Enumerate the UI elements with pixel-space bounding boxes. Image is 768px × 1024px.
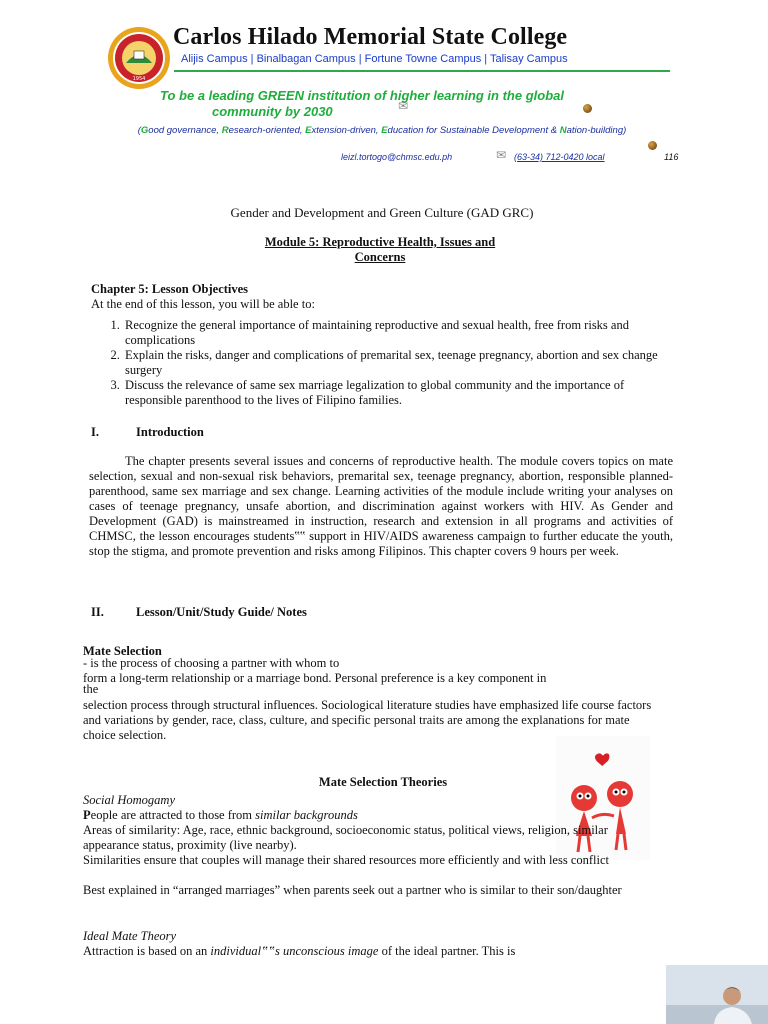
social-homogamy-similarity: Areas of similarity: Age, race, ethnic background, socioeconomic status, political views, religion, similar appearance status, proximity (live nearby). bbox=[83, 823, 608, 852]
objectives-list bbox=[83, 318, 659, 408]
mate-selection-line: - is the process of choosing a partner with whom to bbox=[83, 656, 340, 670]
globe-icon-2 bbox=[648, 141, 657, 150]
theories-heading: Mate Selection Theories bbox=[318, 775, 448, 789]
social-homogamy-definition: People are attracted to those from similar backgrounds bbox=[83, 808, 358, 822]
objective-item: 1. Recognize the general importance of maintaining reproductive and sexual health, free from risks and complications bbox=[123, 318, 659, 348]
module-title: Module 5: Reproductive Health, Issues and Concerns bbox=[264, 235, 496, 264]
ideal-mate-definition: Attraction is based on an individual‟‟s unconscious image of the ideal partner. This is bbox=[83, 944, 516, 958]
vision-line-1: To be a leading GREEN institution of higher learning in the global bbox=[160, 88, 564, 103]
course-title: Gender and Development and Green Culture (GAD GRC) bbox=[230, 205, 534, 220]
vision-line-2: community by 2030 bbox=[212, 104, 333, 119]
mate-selection-line: the bbox=[83, 682, 99, 696]
social-homogamy-title: Social Homogamy bbox=[83, 793, 175, 807]
core-values-line: (Good governance, Research-oriented, Extension-driven, Education for Sustainable Development & Nation-building) bbox=[137, 125, 627, 136]
social-homogamy-arranged: Best explained in “arranged marriages” when parents seek out a partner who is similar to their son/daughter bbox=[83, 883, 622, 897]
envelope-icon-2: ✉ bbox=[496, 148, 507, 162]
ideal-mate-title: Ideal Mate Theory bbox=[83, 929, 177, 943]
envelope-icon: ✉ bbox=[398, 99, 409, 113]
person-photo bbox=[666, 965, 768, 1024]
college-name: Carlos Hilado Memorial State College bbox=[173, 24, 568, 50]
section-1-numeral: I. bbox=[91, 425, 99, 439]
objective-item: 2. Explain the risks, danger and complications of premarital sex, teenage pregnancy, abortion and sex change surgery bbox=[123, 348, 659, 378]
globe-icon bbox=[583, 104, 592, 113]
header-divider bbox=[174, 70, 670, 72]
mate-selection-line: form a long-term relationship or a marriage bond. Personal preference is a key component in bbox=[83, 671, 547, 685]
chapter-heading: Chapter 5: Lesson Objectives bbox=[91, 282, 249, 296]
objectives-intro: At the end of this lesson, you will be able to: bbox=[91, 297, 315, 311]
contact-phone: (63-34) 712-0420 local bbox=[514, 152, 605, 162]
college-seal-logo bbox=[106, 25, 172, 91]
social-homogamy-conflict: Similarities ensure that couples will manage their shared resources more efficiently and with less conflict bbox=[83, 853, 609, 867]
seal-year: 1954 bbox=[132, 76, 146, 82]
objective-item: 3. Discuss the relevance of same sex marriage legalization to global community and the importance of responsible parenthood to the lives of Filipino families. bbox=[123, 378, 659, 408]
section-2-numeral: II. bbox=[91, 605, 104, 619]
section-1-title: Introduction bbox=[136, 425, 204, 439]
introduction-paragraph: The chapter presents several issues and concerns of reproductive health. The module covers topics on mate selection, sexual and non-sexual risk behaviors, premarital sex, teenage pregnancy, abortion, responsible planned- parenthood, same sex marriage and sex change. Learning activities of the module include writing your analyses on cases of teenage pregnancy, unsafe abortion, and discrimination against workers with HIV. As Gender and Development (GAD) is mainstreamed in instruction, research and extension in all programs and activities of CHMSC, the lesson encourages students‟‟ support in HIV/AIDS awareness campaign to further educate the youth, stop the stigma, and promote prevention and risks among Filipinos. This chapter covers 9 hours per week. bbox=[89, 454, 673, 558]
mate-selection-heading: Mate Selection bbox=[83, 644, 162, 658]
page-number: 116 bbox=[664, 152, 679, 162]
section-2-title: Lesson/Unit/Study Guide/ Notes bbox=[136, 605, 307, 619]
campus-list: Alijis Campus | Binalbagan Campus | Fortune Towne Campus | Talisay Campus bbox=[181, 53, 568, 65]
contact-email[interactable]: leizl.tortogo@chmsc.edu.ph bbox=[341, 152, 453, 162]
mate-selection-paragraph: selection process through structural influences. Sociological literature studies have emphasized life course factors and variations by gender, race, class, culture, and specific personal traits are among the explanations for mate choice selection. bbox=[83, 698, 652, 742]
